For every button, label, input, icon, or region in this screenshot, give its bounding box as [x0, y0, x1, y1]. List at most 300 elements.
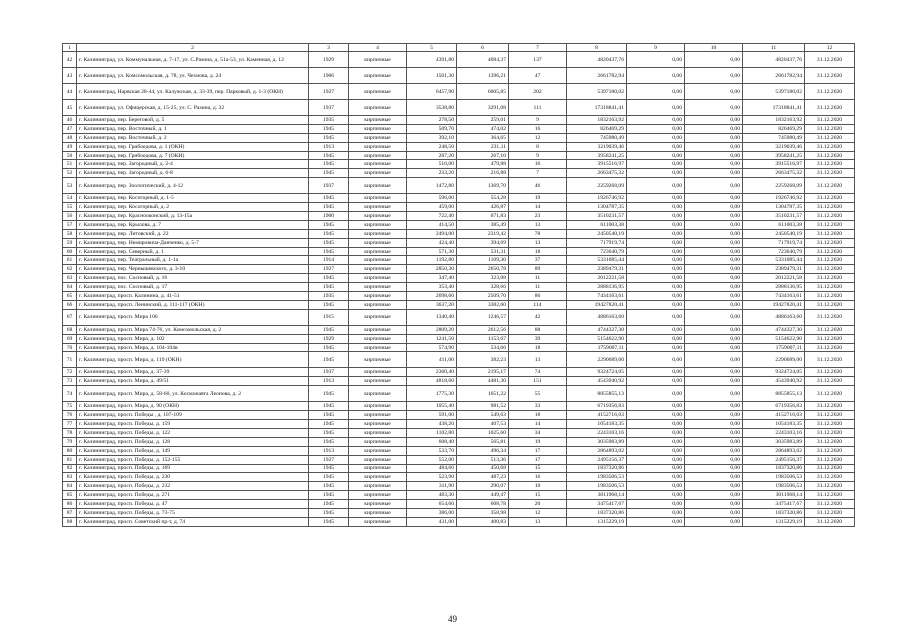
living-area-cell: 496,34 [457, 446, 509, 455]
row-number-cell: 74 [63, 386, 77, 402]
residents-cell: 42 [509, 309, 567, 325]
row-number-cell: 71 [63, 352, 77, 368]
material-cell: кирпичные [349, 352, 407, 368]
total-area-cell: 516,00 [407, 160, 457, 169]
living-area-cell: 474,02 [457, 124, 509, 133]
value-cell: 0,00 [627, 455, 685, 464]
date-cell: 31.12.2020 [805, 300, 855, 309]
row-number-cell: 49 [63, 142, 77, 151]
value-cell: 0,00 [685, 194, 743, 203]
row-number-cell: 68 [63, 325, 77, 334]
value-cell: 0,00 [685, 160, 743, 169]
table-row [63, 428, 855, 437]
address-cell: г. Калининград, просп. Мира, д. 49/51 [77, 377, 309, 386]
year-cell: 1913 [309, 446, 349, 455]
cost-cell: 2389479,31 [567, 265, 627, 274]
total-cost-cell: 1832163,92 [743, 116, 805, 125]
residents-cell: 9 [509, 116, 567, 125]
total-cost-cell: 1054183,35 [743, 420, 805, 429]
row-number-cell: 81 [63, 455, 77, 464]
row-number-cell: 82 [63, 464, 77, 473]
table-header [63, 44, 855, 52]
residents-cell: 16 [509, 160, 567, 169]
address-cell: г. Калининград, пер. Литовский, д. 22 [77, 229, 309, 238]
cost-cell: 19427820,41 [567, 300, 627, 309]
year-cell: 1945 [309, 203, 349, 212]
material-cell: кирпичные [349, 212, 407, 221]
value-cell: 0,00 [627, 229, 685, 238]
value-cell: 0,00 [685, 386, 743, 402]
cost-cell: 1832163,92 [567, 116, 627, 125]
table-row [63, 325, 855, 334]
total-area-cell: 311,90 [407, 482, 457, 491]
table-row [63, 292, 855, 301]
total-cost-cell: 717919,74 [743, 238, 805, 247]
total-area-cell: 2360,40 [407, 368, 457, 377]
value-cell: 0,00 [627, 274, 685, 283]
row-number-cell: 64 [63, 283, 77, 292]
value-cell: 0,00 [627, 256, 685, 265]
value-cell: 0,00 [685, 238, 743, 247]
address-cell: г. Калининград, просп. Советский пр-т, д. 74 [77, 517, 309, 526]
year-cell: 1935 [309, 116, 349, 125]
address-cell: г. Калининград, пер. Краснооконский, д. 13-15а [77, 212, 309, 221]
residents-cell: 33 [509, 402, 567, 411]
total-area-cell: 6457,90 [407, 84, 457, 100]
total-cost-cell: 6719356,83 [743, 402, 805, 411]
total-area-cell: 233,20 [407, 169, 457, 178]
value-cell: 0,00 [627, 446, 685, 455]
total-area-cell: 483,30 [407, 491, 457, 500]
value-cell: 0,00 [685, 343, 743, 352]
table-row [63, 437, 855, 446]
value-cell: 0,00 [685, 220, 743, 229]
value-cell: 0,00 [627, 420, 685, 429]
date-cell: 31.12.2020 [805, 229, 855, 238]
total-cost-cell: 19427820,41 [743, 300, 805, 309]
table-row [63, 283, 855, 292]
year-cell: 1945 [309, 464, 349, 473]
column-header: 11 [743, 44, 805, 52]
residents-cell: 18 [509, 343, 567, 352]
year-cell: 1945 [309, 133, 349, 142]
total-cost-cell: 1759007,11 [743, 343, 805, 352]
date-cell: 31.12.2020 [805, 352, 855, 368]
address-cell: г. Калининград, ул. Коммунальная, д. 7-17, ул. С.Разина, д. 51а-53, ул. Каменная, д. 12 [77, 52, 309, 68]
row-number-cell: 45 [63, 100, 77, 116]
living-area-cell: 2319,42 [457, 229, 509, 238]
address-cell: г. Калининград, просп. Мира, д. 90 (ОКН) [77, 402, 309, 411]
cost-cell: 2661782,94 [567, 68, 627, 84]
table-row [63, 517, 855, 526]
date-cell: 31.12.2020 [805, 411, 855, 420]
living-area-cell: 2509,70 [457, 292, 509, 301]
address-cell: г. Калининград, просп. Ленинский, д. 111-117 (ОКН) [77, 300, 309, 309]
address-cell: г. Калининград, пер. Береговой, д. 5 [77, 116, 309, 125]
year-cell: 1945 [309, 517, 349, 526]
residents-cell: 137 [509, 52, 567, 68]
date-cell: 31.12.2020 [805, 368, 855, 377]
date-cell: 31.12.2020 [805, 178, 855, 194]
value-cell: 0,00 [627, 220, 685, 229]
material-cell: кирпичные [349, 300, 407, 309]
year-cell: 1945 [309, 491, 349, 500]
row-number-cell: 84 [63, 482, 77, 491]
total-cost-cell: 5154622,90 [743, 334, 805, 343]
date-cell: 31.12.2020 [805, 482, 855, 491]
total-cost-cell: 3011968,14 [743, 491, 805, 500]
value-cell: 0,00 [685, 247, 743, 256]
value-cell: 0,00 [627, 464, 685, 473]
cost-cell: 1926746,92 [567, 194, 627, 203]
total-cost-cell: 1926746,92 [743, 194, 805, 203]
total-area-cell: 1055,40 [407, 402, 457, 411]
residents-cell: 89 [509, 265, 567, 274]
row-number-cell: 75 [63, 402, 77, 411]
date-cell: 31.12.2020 [805, 52, 855, 68]
value-cell: 0,00 [685, 309, 743, 325]
date-cell: 31.12.2020 [805, 455, 855, 464]
value-cell: 0,00 [685, 124, 743, 133]
residents-cell: 13 [509, 517, 567, 526]
column-header: 6 [457, 44, 509, 52]
living-area-cell: 1369,70 [457, 178, 509, 194]
total-area-cell: 2698,60 [407, 292, 457, 301]
cost-cell: 2663475,32 [567, 169, 627, 178]
cost-cell: 9324724,05 [567, 368, 627, 377]
value-cell: 0,00 [627, 52, 685, 68]
row-number-cell: 66 [63, 300, 77, 309]
table-row [63, 169, 855, 178]
table-row [63, 368, 855, 377]
date-cell: 31.12.2020 [805, 68, 855, 84]
total-cost-cell: 2259268,09 [743, 178, 805, 194]
date-cell: 31.12.2020 [805, 334, 855, 343]
year-cell: 1945 [309, 343, 349, 352]
date-cell: 31.12.2020 [805, 343, 855, 352]
total-cost-cell: 4543940,92 [743, 377, 805, 386]
address-cell: г. Калининград, пер. Немировича-Данченко, д. 5-7 [77, 238, 309, 247]
date-cell: 31.12.2020 [805, 160, 855, 169]
address-cell: г. Калининград, просп. Победы, д. 230 [77, 473, 309, 482]
total-cost-cell: 3958241,25 [743, 151, 805, 160]
date-cell: 31.12.2020 [805, 238, 855, 247]
total-area-cell: 4391,80 [407, 52, 457, 68]
material-cell: кирпичные [349, 508, 407, 517]
table-row [63, 142, 855, 151]
table-row [63, 343, 855, 352]
value-cell: 0,00 [685, 482, 743, 491]
year-cell: 1945 [309, 500, 349, 509]
living-area-cell: 450,68 [457, 464, 509, 473]
table-row [63, 52, 855, 68]
value-cell: 0,00 [685, 169, 743, 178]
living-area-cell: 231,11 [457, 142, 509, 151]
table-row [63, 160, 855, 169]
value-cell: 0,00 [627, 151, 685, 160]
material-cell: кирпичные [349, 292, 407, 301]
total-area-cell: 459,00 [407, 203, 457, 212]
cost-cell: 826469,29 [567, 124, 627, 133]
table-row [63, 151, 855, 160]
living-area-cell: 400,83 [457, 517, 509, 526]
value-cell: 0,00 [627, 411, 685, 420]
date-cell: 31.12.2020 [805, 508, 855, 517]
registry-table [62, 43, 855, 527]
cost-cell: 611003,38 [567, 220, 627, 229]
total-area-cell: 411,00 [407, 352, 457, 368]
value-cell: 0,00 [627, 386, 685, 402]
address-cell: г. Калининград, просп. Победы, д. 159 [77, 420, 309, 429]
address-cell: г. Калининград, пер. Северный, д. 1 [77, 247, 309, 256]
address-cell: г. Калининград, просп. Победы, д. 122 [77, 428, 309, 437]
value-cell: 0,00 [685, 68, 743, 84]
cost-cell: 717919,74 [567, 238, 627, 247]
date-cell: 31.12.2020 [805, 116, 855, 125]
total-area-cell: 533,70 [407, 446, 457, 455]
residents-cell: 114 [509, 300, 567, 309]
year-cell: 1906 [309, 68, 349, 84]
value-cell: 0,00 [627, 100, 685, 116]
material-cell: кирпичные [349, 142, 407, 151]
cost-cell: 2495156,37 [567, 455, 627, 464]
row-number-cell: 42 [63, 52, 77, 68]
address-cell: г. Калининград, пер. Загородный, д. 2-4 [77, 160, 309, 169]
total-cost-cell: 2495156,37 [743, 455, 805, 464]
row-number-cell: 83 [63, 473, 77, 482]
cost-cell: 1837320,86 [567, 508, 627, 517]
value-cell: 0,00 [685, 377, 743, 386]
material-cell: кирпичные [349, 124, 407, 133]
residents-cell: 19 [509, 194, 567, 203]
column-header: 1 [63, 44, 77, 52]
value-cell: 0,00 [685, 464, 743, 473]
date-cell: 31.12.2020 [805, 169, 855, 178]
date-cell: 31.12.2020 [805, 464, 855, 473]
column-header: 4 [349, 44, 407, 52]
address-cell: г. Калининград, ул. Офицерская, д. 15-25, ул. С. Разина, д. 32 [77, 100, 309, 116]
row-number-cell: 44 [63, 84, 77, 100]
residents-cell: 202 [509, 84, 567, 100]
row-number-cell: 51 [63, 160, 77, 169]
total-area-cell: 596,00 [407, 194, 457, 203]
living-area-cell: 407,53 [457, 420, 509, 429]
cost-cell: 2012221,58 [567, 274, 627, 283]
material-cell: кирпичные [349, 160, 407, 169]
living-area-cell: 4481,30 [457, 377, 509, 386]
total-cost-cell: 8855855,13 [743, 386, 805, 402]
value-cell: 0,00 [685, 411, 743, 420]
material-cell: кирпичные [349, 274, 407, 283]
date-cell: 31.12.2020 [805, 292, 855, 301]
table-row [63, 100, 855, 116]
total-cost-cell: 2663475,32 [743, 169, 805, 178]
value-cell: 0,00 [685, 508, 743, 517]
year-cell: 1900 [309, 212, 349, 221]
date-cell: 31.12.2020 [805, 265, 855, 274]
table-row [63, 133, 855, 142]
material-cell: кирпичные [349, 420, 407, 429]
living-area-cell: 549,63 [457, 411, 509, 420]
header-row [63, 44, 855, 52]
table-row [63, 491, 855, 500]
address-cell: г. Калининград, просп. Калинина, д. 41-51 [77, 292, 309, 301]
cost-cell: 4744327,30 [567, 325, 627, 334]
residents-cell: 17 [509, 446, 567, 455]
value-cell: 0,00 [685, 368, 743, 377]
material-cell: кирпичные [349, 178, 407, 194]
year-cell: 1945 [309, 473, 349, 482]
date-cell: 31.12.2020 [805, 142, 855, 151]
residents-cell: 13 [509, 220, 567, 229]
row-number-cell: 88 [63, 517, 77, 526]
date-cell: 31.12.2020 [805, 151, 855, 160]
column-header: 5 [407, 44, 457, 52]
year-cell: 1945 [309, 194, 349, 203]
cost-cell: 1983506,53 [567, 473, 627, 482]
material-cell: кирпичные [349, 334, 407, 343]
material-cell: кирпичные [349, 343, 407, 352]
value-cell: 0,00 [627, 508, 685, 517]
material-cell: кирпичные [349, 84, 407, 100]
material-cell: кирпичные [349, 309, 407, 325]
table-row [63, 352, 855, 368]
material-cell: кирпичные [349, 428, 407, 437]
cost-cell: 17318841,41 [567, 100, 627, 116]
residents-cell: 15 [509, 491, 567, 500]
material-cell: кирпичные [349, 455, 407, 464]
total-area-cell: 287,20 [407, 151, 457, 160]
address-cell: г. Калининград, просп. Победы, д. 149 [77, 446, 309, 455]
date-cell: 31.12.2020 [805, 100, 855, 116]
value-cell: 0,00 [685, 491, 743, 500]
value-cell: 0,00 [627, 437, 685, 446]
value-cell: 0,00 [627, 212, 685, 221]
value-cell: 0,00 [685, 325, 743, 334]
address-cell: г. Калининград, просп. Победы, д. 271 [77, 491, 309, 500]
total-cost-cell: 4744327,30 [743, 325, 805, 334]
row-number-cell: 52 [63, 169, 77, 178]
living-area-cell: 479,88 [457, 160, 509, 169]
date-cell: 31.12.2020 [805, 256, 855, 265]
year-cell: 1945 [309, 151, 349, 160]
value-cell: 0,00 [685, 229, 743, 238]
registry-table-container [62, 43, 854, 527]
value-cell: 0,00 [627, 352, 685, 368]
living-area-cell: 534,66 [457, 343, 509, 352]
address-cell: г. Калининград, просп. Победы, д. 128 [77, 437, 309, 446]
material-cell: кирпичные [349, 265, 407, 274]
row-number-cell: 57 [63, 220, 77, 229]
value-cell: 0,00 [685, 203, 743, 212]
address-cell: г. Калининград, Нарвская 28-44, ул. Калужская, д. 33-39, пер. Парковый, д. 1-3 (ОКН) [77, 84, 309, 100]
value-cell: 0,00 [627, 309, 685, 325]
cost-cell: 3475417,67 [567, 500, 627, 509]
living-area-cell: 608,78 [457, 500, 509, 509]
value-cell: 0,00 [685, 100, 743, 116]
residents-cell: 34 [509, 428, 567, 437]
material-cell: кирпичные [349, 377, 407, 386]
row-number-cell: 46 [63, 116, 77, 125]
address-cell: г. Калининград, пер. Косогорный, д. 2 [77, 203, 309, 212]
total-area-cell: 591,00 [407, 411, 457, 420]
row-number-cell: 85 [63, 491, 77, 500]
address-cell: г. Калининград, пер. Загородный, д. 6-8 [77, 169, 309, 178]
total-area-cell: 414,50 [407, 220, 457, 229]
address-cell: г. Калининград, просп. Мира, д. 37-39 [77, 368, 309, 377]
cost-cell: 5154622,90 [567, 334, 627, 343]
table-row [63, 68, 855, 84]
material-cell: кирпичные [349, 229, 407, 238]
total-cost-cell: 2243103,16 [743, 428, 805, 437]
date-cell: 31.12.2020 [805, 274, 855, 283]
material-cell: кирпичные [349, 386, 407, 402]
value-cell: 0,00 [685, 133, 743, 142]
cost-cell: 5331085,44 [567, 256, 627, 265]
cost-cell: 3011968,14 [567, 491, 627, 500]
value-cell: 0,00 [685, 256, 743, 265]
table-row [63, 124, 855, 133]
date-cell: 31.12.2020 [805, 133, 855, 142]
row-number-cell: 86 [63, 500, 77, 509]
table-row [63, 455, 855, 464]
residents-cell: 18 [509, 411, 567, 420]
value-cell: 0,00 [685, 437, 743, 446]
total-area-cell: 571,30 [407, 247, 457, 256]
value-cell: 0,00 [685, 265, 743, 274]
row-number-cell: 43 [63, 68, 77, 84]
table-row [63, 274, 855, 283]
value-cell: 0,00 [627, 169, 685, 178]
total-cost-cell: 5397180,02 [743, 84, 805, 100]
total-area-cell: 552,00 [407, 455, 457, 464]
year-cell: 1945 [309, 220, 349, 229]
page-number: 49 [448, 614, 457, 624]
cost-cell: 8855855,13 [567, 386, 627, 402]
address-cell: г. Калининград, пос. Сосновый, д. 17 [77, 283, 309, 292]
living-area-cell: 385,49 [457, 220, 509, 229]
table-row [63, 265, 855, 274]
material-cell: кирпичные [349, 283, 407, 292]
living-area-cell: 565,81 [457, 437, 509, 446]
date-cell: 31.12.2020 [805, 203, 855, 212]
value-cell: 0,00 [627, 334, 685, 343]
row-number-cell: 47 [63, 124, 77, 133]
year-cell: 1945 [309, 325, 349, 334]
year-cell: 1945 [309, 124, 349, 133]
row-number-cell: 67 [63, 309, 77, 325]
row-number-cell: 80 [63, 446, 77, 455]
total-cost-cell: 3035983,89 [743, 437, 805, 446]
year-cell: 1945 [309, 160, 349, 169]
table-row [63, 256, 855, 265]
row-number-cell: 69 [63, 334, 77, 343]
total-cost-cell: 4820437,76 [743, 52, 805, 68]
row-number-cell: 70 [63, 343, 77, 352]
column-header: 9 [627, 44, 685, 52]
total-area-cell: 431,00 [407, 517, 457, 526]
living-area-cell: 487,23 [457, 473, 509, 482]
residents-cell: 14 [509, 203, 567, 212]
value-cell: 0,00 [685, 517, 743, 526]
value-cell: 0,00 [627, 300, 685, 309]
date-cell: 31.12.2020 [805, 517, 855, 526]
table-row [63, 178, 855, 194]
value-cell: 0,00 [627, 178, 685, 194]
cost-cell: 2243103,16 [567, 428, 627, 437]
value-cell: 0,00 [685, 446, 743, 455]
living-area-cell: 2650,78 [457, 265, 509, 274]
